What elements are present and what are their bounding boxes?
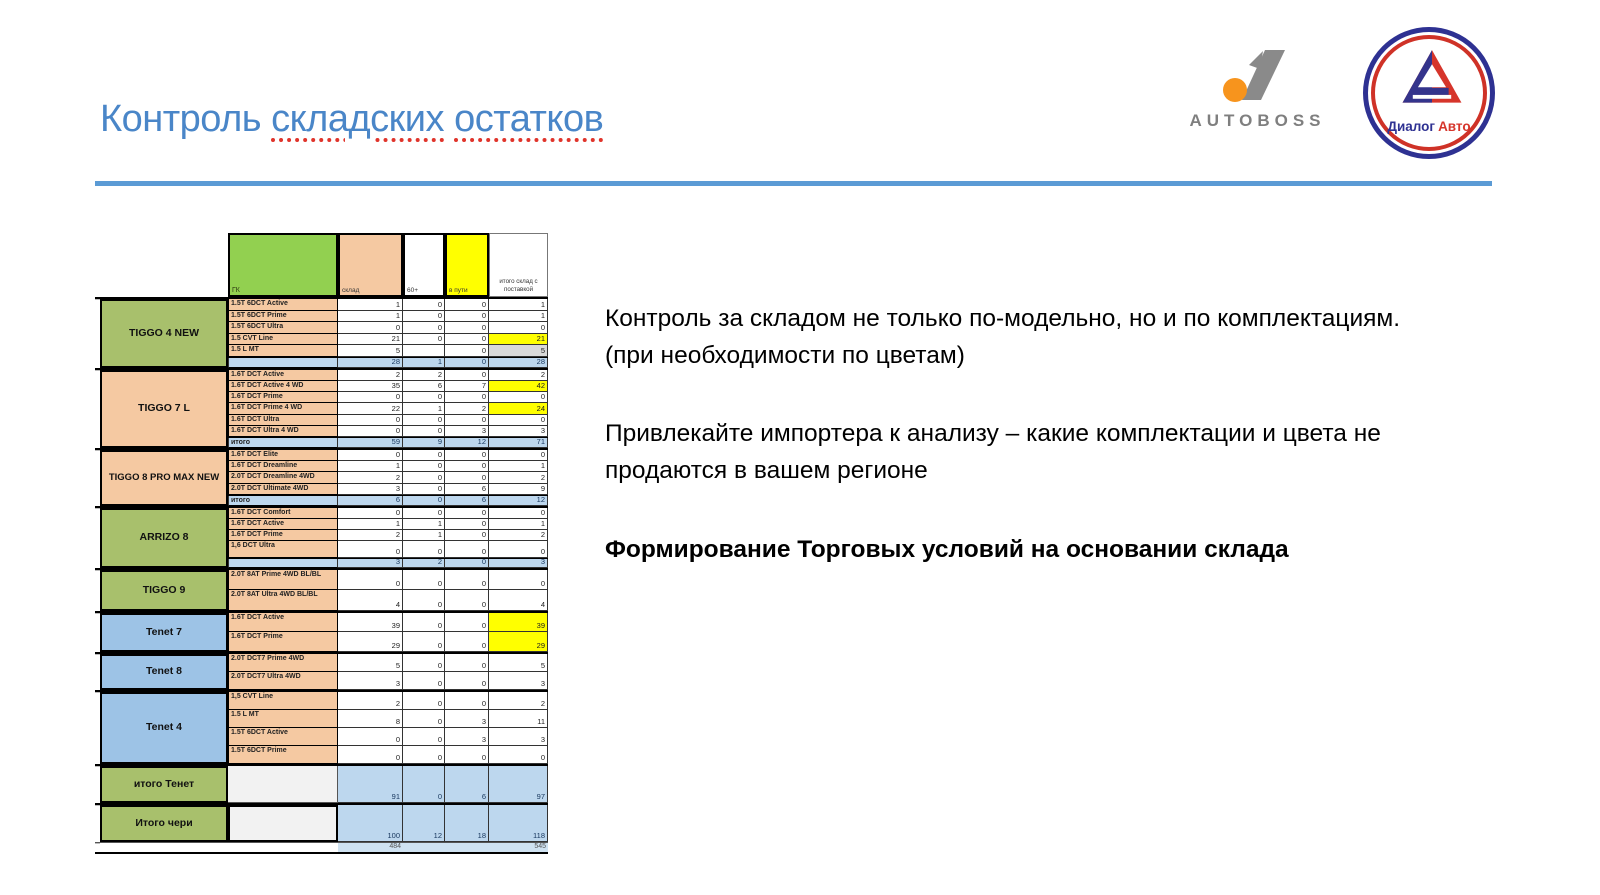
total-value-cell: 71 bbox=[489, 438, 548, 448]
header-itogo: итого склад с поставкой bbox=[489, 233, 548, 297]
trim-label: 1.5 L MT bbox=[228, 345, 338, 357]
dialog-word: Диалог bbox=[1387, 119, 1436, 134]
value-cell: 2 bbox=[489, 530, 548, 541]
value-cell: 0 bbox=[445, 692, 489, 710]
value-cell: 2 bbox=[338, 370, 403, 381]
value-cell: 2 bbox=[489, 370, 548, 381]
model-group bbox=[95, 368, 548, 448]
title-word: Контроль bbox=[100, 98, 262, 140]
table-row bbox=[228, 541, 548, 558]
value-cell: 0 bbox=[445, 590, 489, 611]
partial-row bbox=[95, 842, 548, 854]
summary-row bbox=[95, 803, 548, 842]
table-row bbox=[228, 311, 548, 323]
total-label: итого bbox=[228, 438, 338, 448]
model-group bbox=[95, 506, 548, 568]
table-row bbox=[228, 613, 548, 633]
model-group bbox=[95, 652, 548, 690]
summary-value-cell: 12 bbox=[403, 805, 445, 842]
value-cell: 0 bbox=[489, 392, 548, 403]
value-cell: 35 bbox=[338, 381, 403, 392]
table-row bbox=[228, 322, 548, 334]
autoboss-mark-icon bbox=[1185, 48, 1330, 104]
value-cell: 0 bbox=[489, 570, 548, 591]
model-label: ARRIZO 8 bbox=[100, 508, 228, 568]
table-row bbox=[228, 426, 548, 437]
trim-label: 1.5T 6DCT Active bbox=[228, 299, 338, 311]
model-label: TIGGO 8 PRO MAX NEW bbox=[100, 450, 228, 506]
value-cell: 0 bbox=[403, 322, 445, 334]
value-cell: 0 bbox=[403, 710, 445, 728]
table-row bbox=[228, 746, 548, 764]
total-value-cell: 6 bbox=[445, 496, 489, 506]
group-total-row bbox=[228, 558, 548, 568]
model-group bbox=[95, 568, 548, 611]
model-label: Tenet 8 bbox=[100, 654, 228, 690]
value-cell: 3 bbox=[338, 672, 403, 690]
total-value-cell: 1 bbox=[403, 358, 445, 369]
value-cell: 3 bbox=[445, 426, 489, 437]
table-row bbox=[228, 370, 548, 381]
value-cell: 0 bbox=[338, 728, 403, 746]
model-group bbox=[95, 611, 548, 652]
trim-label: 1,5 CVT Line bbox=[228, 692, 338, 710]
summary-value-cell: 91 bbox=[338, 766, 403, 803]
value-cell: 0 bbox=[403, 654, 445, 672]
value-cell: 1 bbox=[403, 530, 445, 541]
value-cell: 0 bbox=[338, 426, 403, 437]
value-cell: 0 bbox=[403, 541, 445, 558]
group-rows bbox=[228, 508, 548, 568]
value-cell: 7 bbox=[445, 381, 489, 392]
value-cell: 9 bbox=[489, 484, 548, 495]
trim-label: 1.6T DCT Prime bbox=[228, 392, 338, 403]
value-cell: 1 bbox=[403, 519, 445, 530]
group-rows bbox=[228, 299, 548, 368]
value-cell: 0 bbox=[445, 570, 489, 591]
value-cell: 0 bbox=[445, 345, 489, 357]
trim-label: 1.6T DCT Active 4 WD bbox=[228, 381, 338, 392]
trim-label: 1.6T DCT Ultra bbox=[228, 415, 338, 426]
value-cell: 0 bbox=[403, 450, 445, 461]
value-cell: 0 bbox=[445, 508, 489, 519]
value-cell: 0 bbox=[338, 570, 403, 591]
summary-trim-cell bbox=[228, 766, 338, 803]
value-cell: 2 bbox=[489, 692, 548, 710]
trim-label: 2.0T DCT7 Ultra 4WD bbox=[228, 672, 338, 690]
group-rows bbox=[228, 654, 548, 690]
partial-value-cell bbox=[403, 843, 445, 852]
table-row bbox=[228, 508, 548, 519]
value-cell: 4 bbox=[338, 590, 403, 611]
divider-line bbox=[95, 181, 1492, 186]
table-row bbox=[228, 345, 548, 357]
model-label: Tenet 7 bbox=[100, 613, 228, 652]
table-row bbox=[228, 672, 548, 690]
value-cell: 0 bbox=[445, 415, 489, 426]
trim-label: 1.6T DCT Prime bbox=[228, 530, 338, 541]
value-cell: 0 bbox=[338, 508, 403, 519]
value-cell: 0 bbox=[403, 570, 445, 591]
trim-label: 2.0T 8AT Prime 4WD BL/BL bbox=[228, 570, 338, 591]
value-cell: 3 bbox=[489, 426, 548, 437]
value-cell: 0 bbox=[403, 672, 445, 690]
value-cell: 0 bbox=[403, 299, 445, 311]
trim-label: 1.5 L MT bbox=[228, 710, 338, 728]
model-label: TIGGO 4 NEW bbox=[100, 299, 228, 368]
partial-value-cell bbox=[445, 843, 489, 852]
table-row bbox=[228, 728, 548, 746]
value-cell: 0 bbox=[445, 392, 489, 403]
value-cell: 0 bbox=[445, 654, 489, 672]
value-cell: 0 bbox=[403, 632, 445, 652]
dialogavto-triangle-icon bbox=[1400, 47, 1464, 107]
value-cell: 0 bbox=[445, 672, 489, 690]
value-cell: 22 bbox=[338, 403, 403, 414]
value-cell: 1 bbox=[338, 461, 403, 472]
group-rows bbox=[228, 613, 548, 652]
value-cell: 0 bbox=[338, 322, 403, 334]
value-cell: 0 bbox=[338, 450, 403, 461]
trim-label: 1.6T DCT Prime 4 WD bbox=[228, 403, 338, 414]
total-value-cell: 3 bbox=[489, 559, 548, 568]
value-cell: 6 bbox=[403, 381, 445, 392]
value-cell: 29 bbox=[338, 632, 403, 652]
value-cell: 3 bbox=[338, 484, 403, 495]
model-label: TIGGO 7 L bbox=[100, 370, 228, 448]
partial-value-cell: 545 bbox=[489, 843, 548, 852]
total-value-cell: 12 bbox=[445, 438, 489, 448]
value-cell: 2 bbox=[338, 530, 403, 541]
trim-label: 2.0T DCT Ultimate 4WD bbox=[228, 484, 338, 495]
value-cell: 42 bbox=[489, 381, 548, 392]
trim-label: 1.5 CVT Line bbox=[228, 334, 338, 346]
summary-trim-cell bbox=[228, 805, 338, 842]
table-row bbox=[228, 450, 548, 461]
summary-value-cell: 100 bbox=[338, 805, 403, 842]
total-value-cell: 6 bbox=[338, 496, 403, 506]
trim-label: 1.6T DCT Active bbox=[228, 613, 338, 633]
body-text bbox=[605, 300, 1505, 568]
value-cell: 0 bbox=[489, 450, 548, 461]
total-value-cell: 0 bbox=[445, 358, 489, 369]
value-cell: 0 bbox=[403, 311, 445, 323]
trim-label: 1.5T 6DCT Prime bbox=[228, 746, 338, 764]
value-cell: 1 bbox=[489, 299, 548, 311]
table-row bbox=[228, 632, 548, 652]
total-value-cell: 28 bbox=[338, 358, 403, 369]
total-label: итого bbox=[228, 496, 338, 506]
value-cell: 0 bbox=[403, 426, 445, 437]
value-cell: 0 bbox=[403, 692, 445, 710]
table-row bbox=[228, 392, 548, 403]
model-group bbox=[95, 297, 548, 368]
trim-label: 1.6T DCT Elite bbox=[228, 450, 338, 461]
table-row bbox=[228, 710, 548, 728]
value-cell: 0 bbox=[403, 746, 445, 764]
partial-value-cell: 484 bbox=[338, 843, 403, 852]
value-cell: 0 bbox=[445, 311, 489, 323]
value-cell: 0 bbox=[403, 334, 445, 346]
model-label: TIGGO 9 bbox=[100, 570, 228, 611]
table-row bbox=[228, 519, 548, 530]
value-cell: 3 bbox=[489, 728, 548, 746]
value-cell: 39 bbox=[338, 613, 403, 633]
table-row bbox=[228, 299, 548, 311]
group-rows bbox=[228, 450, 548, 506]
partial-pad bbox=[100, 843, 338, 852]
value-cell: 4 bbox=[489, 590, 548, 611]
summary-value-cell: 0 bbox=[403, 766, 445, 803]
value-cell: 5 bbox=[489, 654, 548, 672]
summary-value-cell: 97 bbox=[489, 766, 548, 803]
trim-label: 1.6T DCT Active bbox=[228, 519, 338, 530]
group-total-row bbox=[228, 437, 548, 448]
value-cell: 0 bbox=[445, 370, 489, 381]
value-cell: 0 bbox=[403, 484, 445, 495]
table-row bbox=[228, 692, 548, 710]
total-value-cell: 28 bbox=[489, 358, 548, 369]
model-group bbox=[95, 448, 548, 506]
table-row bbox=[228, 403, 548, 414]
total-value-cell: 0 bbox=[403, 496, 445, 506]
value-cell: 6 bbox=[445, 484, 489, 495]
group-rows bbox=[228, 570, 548, 611]
model-label: итого Тенет bbox=[100, 766, 228, 803]
total-value-cell: 12 bbox=[489, 496, 548, 506]
paragraph-line: Контроль за складом не только по-модельно, но и по комплектациям. bbox=[605, 305, 1401, 332]
group-total-row bbox=[228, 495, 548, 506]
value-cell: 8 bbox=[338, 710, 403, 728]
value-cell: 21 bbox=[489, 334, 548, 346]
page-title bbox=[100, 98, 603, 141]
value-cell: 0 bbox=[445, 450, 489, 461]
group-rows bbox=[228, 692, 548, 764]
table-row bbox=[228, 334, 548, 346]
value-cell: 0 bbox=[489, 746, 548, 764]
total-value-cell: 9 bbox=[403, 438, 445, 448]
value-cell: 1 bbox=[489, 519, 548, 530]
header-trim-column: ГК bbox=[228, 233, 338, 297]
paragraph-line: Привлекайте импортера к анализу – какие комплектации и цвета не bbox=[605, 420, 1381, 447]
inventory-table bbox=[95, 233, 548, 850]
table-row bbox=[228, 570, 548, 591]
autoboss-label: AUTOBOSS bbox=[1189, 111, 1326, 130]
trim-label: 1.6T DCT Active bbox=[228, 370, 338, 381]
value-cell: 1 bbox=[338, 519, 403, 530]
value-cell: 0 bbox=[445, 541, 489, 558]
trim-label: 1.6T DCT Prime bbox=[228, 632, 338, 652]
value-cell: 0 bbox=[338, 746, 403, 764]
trim-label: 2.0T DCT7 Prime 4WD bbox=[228, 654, 338, 672]
paragraph-line: продаются в вашем регионе bbox=[605, 457, 928, 484]
trim-label: 1,6 DCT Ultra bbox=[228, 541, 338, 558]
value-cell: 0 bbox=[489, 541, 548, 558]
value-cell: 0 bbox=[489, 508, 548, 519]
value-cell: 0 bbox=[445, 461, 489, 472]
value-cell: 0 bbox=[403, 728, 445, 746]
value-cell: 0 bbox=[403, 508, 445, 519]
header-v-puti: в пути bbox=[445, 233, 489, 297]
total-label bbox=[228, 358, 338, 369]
value-cell: 0 bbox=[445, 632, 489, 652]
table-row bbox=[228, 530, 548, 541]
trim-label: 1.5T 6DCT Active bbox=[228, 728, 338, 746]
value-cell: 0 bbox=[489, 322, 548, 334]
value-cell: 0 bbox=[445, 613, 489, 633]
summary-value-cell: 6 bbox=[445, 766, 489, 803]
table-row bbox=[228, 654, 548, 672]
value-cell: 21 bbox=[338, 334, 403, 346]
trim-label: 1.6T DCT Comfort bbox=[228, 508, 338, 519]
dialogavto-wordmark bbox=[1375, 119, 1483, 134]
dialogavto-ring bbox=[1371, 35, 1487, 151]
value-cell: 0 bbox=[489, 415, 548, 426]
value-cell: 0 bbox=[403, 392, 445, 403]
value-cell: 0 bbox=[403, 461, 445, 472]
table-row bbox=[228, 472, 548, 483]
value-cell: 3 bbox=[489, 672, 548, 690]
value-cell: 0 bbox=[338, 541, 403, 558]
value-cell: 11 bbox=[489, 710, 548, 728]
value-cell: 2 bbox=[403, 370, 445, 381]
value-cell: 0 bbox=[445, 334, 489, 346]
value-cell: 1 bbox=[489, 461, 548, 472]
value-cell: 0 bbox=[403, 415, 445, 426]
summary-row bbox=[95, 764, 548, 803]
total-value-cell: 3 bbox=[338, 559, 403, 568]
value-cell bbox=[403, 345, 445, 357]
model-label: Tenet 4 bbox=[100, 692, 228, 764]
value-cell: 0 bbox=[403, 590, 445, 611]
table-row bbox=[228, 484, 548, 495]
value-cell: 24 bbox=[489, 403, 548, 414]
value-cell: 0 bbox=[338, 392, 403, 403]
value-cell: 2 bbox=[338, 472, 403, 483]
header-empty-cell bbox=[95, 233, 228, 297]
paragraph-line: (при необходимости по цветам) bbox=[605, 342, 965, 369]
value-cell: 0 bbox=[445, 519, 489, 530]
table-row bbox=[228, 461, 548, 472]
value-cell: 39 bbox=[489, 613, 548, 633]
autoboss-logo bbox=[1185, 48, 1330, 131]
value-cell: 5 bbox=[338, 345, 403, 357]
total-value-cell: 2 bbox=[403, 559, 445, 568]
group-total-row bbox=[228, 357, 548, 369]
model-group bbox=[95, 690, 548, 764]
total-value-cell: 59 bbox=[338, 438, 403, 448]
table-header bbox=[95, 233, 548, 297]
value-cell: 0 bbox=[445, 299, 489, 311]
trim-label: 2.0T DCT Dreamline 4WD bbox=[228, 472, 338, 483]
table-row bbox=[228, 381, 548, 392]
trim-label: 1.6T DCT Ultra 4 WD bbox=[228, 426, 338, 437]
summary-value-cell: 18 bbox=[445, 805, 489, 842]
value-cell: 0 bbox=[338, 415, 403, 426]
value-cell: 0 bbox=[445, 322, 489, 334]
value-cell: 1 bbox=[338, 311, 403, 323]
avto-word: Авто bbox=[1438, 119, 1471, 134]
value-cell: 0 bbox=[445, 746, 489, 764]
title-word-misspelled: остатков bbox=[454, 98, 604, 140]
trim-label: 2.0T 8AT Ultra 4WD BL/BL bbox=[228, 590, 338, 611]
paragraph-bold: Формирование Торговых условий на основании склада bbox=[605, 536, 1289, 563]
value-cell: 1 bbox=[338, 299, 403, 311]
table-row bbox=[228, 415, 548, 426]
value-cell: 0 bbox=[403, 472, 445, 483]
table-body bbox=[95, 297, 548, 854]
value-cell: 5 bbox=[338, 654, 403, 672]
trim-label: 1.5T 6DCT Prime bbox=[228, 311, 338, 323]
value-cell: 0 bbox=[445, 530, 489, 541]
title-word-misspelled: складских bbox=[271, 98, 445, 140]
group-rows bbox=[228, 370, 548, 448]
value-cell: 3 bbox=[445, 710, 489, 728]
value-cell: 1 bbox=[403, 403, 445, 414]
header-60plus: 60+ bbox=[403, 233, 445, 297]
table-row bbox=[228, 590, 548, 611]
total-label bbox=[228, 559, 338, 568]
model-label: Итого чери bbox=[100, 805, 228, 842]
summary-value-cell: 118 bbox=[489, 805, 548, 842]
value-cell: 0 bbox=[445, 472, 489, 483]
value-cell: 1 bbox=[489, 311, 548, 323]
value-cell: 0 bbox=[403, 613, 445, 633]
trim-label: 1.5T 6DCT Ultra bbox=[228, 322, 338, 334]
value-cell: 29 bbox=[489, 632, 548, 652]
value-cell: 5 bbox=[489, 345, 548, 357]
total-value-cell: 0 bbox=[445, 559, 489, 568]
trim-label: 1.6T DCT Dreamline bbox=[228, 461, 338, 472]
dialogavto-logo bbox=[1363, 27, 1495, 159]
header-sklad: склад bbox=[338, 233, 403, 297]
value-cell: 2 bbox=[489, 472, 548, 483]
value-cell: 2 bbox=[338, 692, 403, 710]
value-cell: 2 bbox=[445, 403, 489, 414]
value-cell: 3 bbox=[445, 728, 489, 746]
